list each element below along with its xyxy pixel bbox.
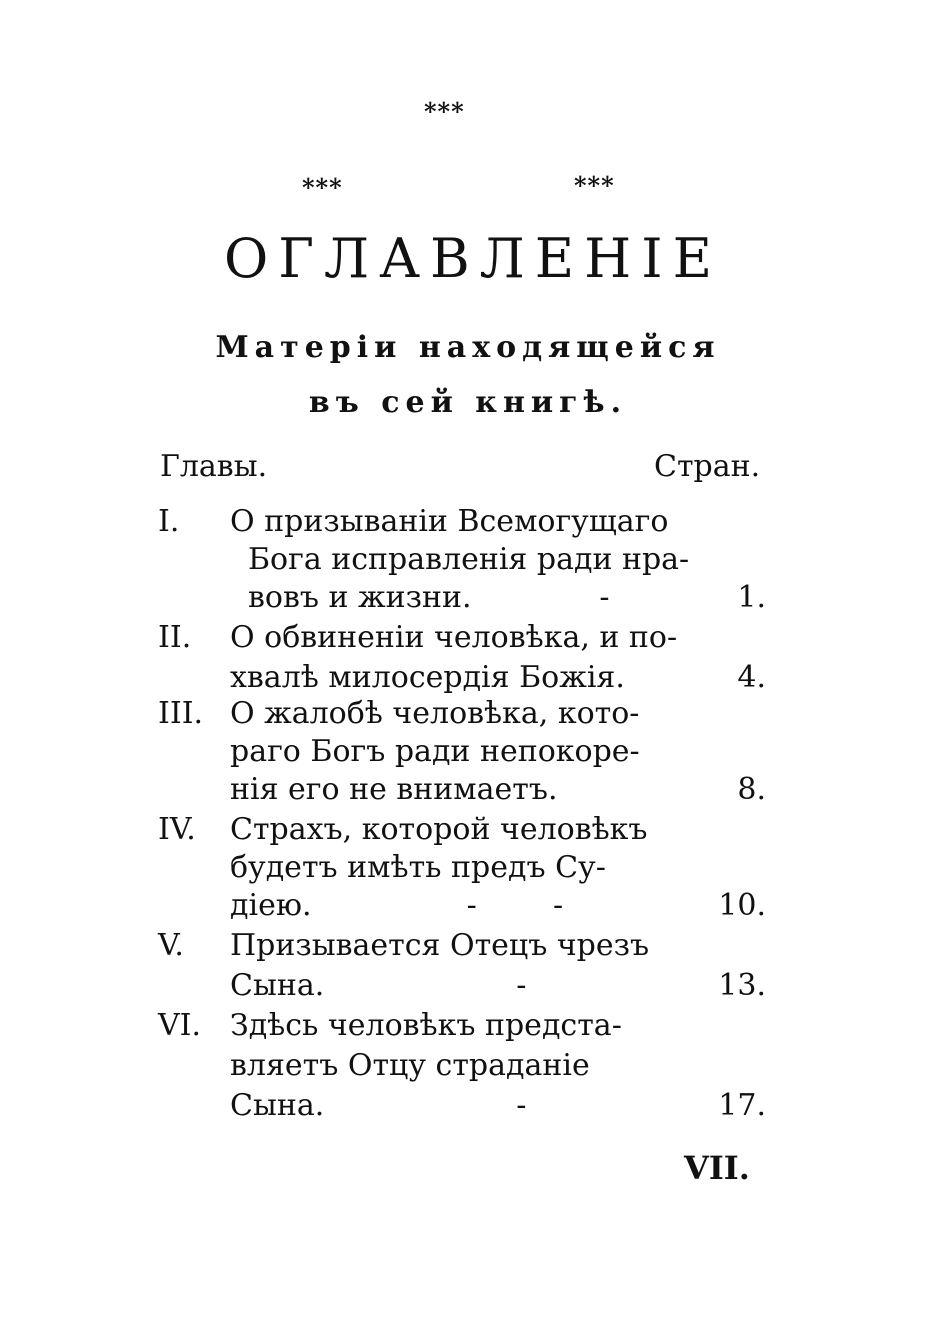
page-number: 4.: [737, 660, 766, 695]
page-number: 17.: [718, 1088, 766, 1123]
entry-text-line: Призывается Отецъ чрезъ: [230, 928, 650, 963]
entry-text-line: нія его не внимаетъ.: [230, 772, 558, 807]
page-number: 13.: [718, 968, 766, 1003]
leader-dash: -: [516, 968, 527, 1003]
leader-dash: -: [516, 1088, 527, 1123]
entry-text-line: хвалѣ милосердія Божія.: [230, 660, 625, 695]
subtitle-line-2: въ сей книгѣ.: [308, 385, 628, 420]
entry-last-line: [248, 578, 766, 618]
entry-text-line: будетъ имѣть предъ Су-: [230, 850, 606, 885]
ornament-right: ***: [574, 171, 615, 200]
chapters-heading: Главы.: [160, 449, 268, 484]
chapter-number: V.: [158, 928, 184, 963]
entry-text-line: О жалобѣ человѣка, кото-: [230, 696, 640, 731]
chapter-number: IV.: [158, 812, 196, 847]
subtitle-line-1: Матеріи находящейся: [215, 330, 721, 365]
leader-dash: -: [599, 580, 610, 615]
entry-text-line: Здѣсь человѣкъ предста-: [230, 1008, 622, 1043]
page-number: 1.: [737, 580, 766, 615]
entry-text-line: вляетъ Отцу страданіе: [230, 1048, 590, 1083]
entry-text-line: діею.: [230, 888, 312, 923]
ornament-top: ***: [424, 97, 465, 126]
chapter-number: III.: [158, 696, 204, 731]
entry-text-line: вовъ и жизни.: [248, 580, 472, 615]
catchword: VII.: [684, 1149, 750, 1187]
leader-dash: - -: [466, 888, 564, 923]
entry-text-line: Сына.: [230, 968, 325, 1003]
entry-last-line: [230, 770, 766, 810]
entry-text-line: Сына.: [230, 1088, 325, 1123]
entry-text-line: О призываніи Всемогущаго: [230, 504, 669, 539]
chapter-number: I.: [158, 504, 180, 539]
entry-text-line: раго Богъ ради непокоре-: [230, 734, 640, 769]
ornament-left: ***: [302, 173, 343, 202]
entry-last-line: [230, 658, 766, 698]
entry-text-line: О обвиненіи человѣка, и по-: [230, 620, 678, 655]
page-number: 10.: [718, 888, 766, 923]
entry-last-line: [230, 1086, 766, 1126]
entry-text-line: Бога исправленія ради нра-: [248, 542, 690, 577]
entry-text-line: Страхъ, которой человѣкъ: [230, 812, 648, 847]
page-title: ОГЛАВЛЕНІЕ: [224, 227, 722, 290]
page-number: 8.: [737, 772, 766, 807]
chapter-number: II.: [158, 620, 192, 655]
pages-heading: Стран.: [654, 449, 761, 484]
entry-last-line: [230, 966, 766, 1006]
chapter-number: VI.: [158, 1008, 202, 1043]
entry-last-line: [230, 886, 766, 926]
